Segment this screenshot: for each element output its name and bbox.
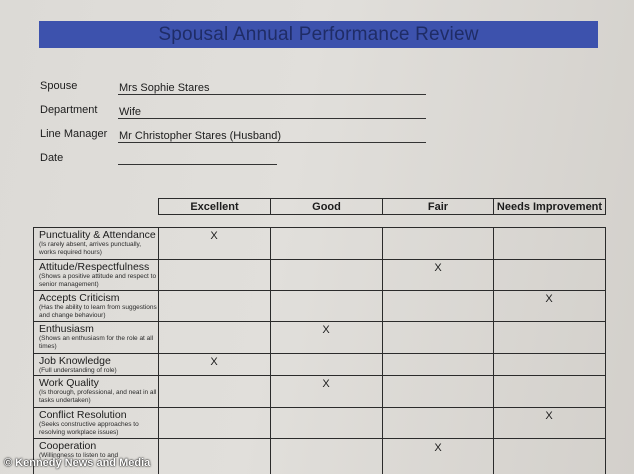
title-banner [39,21,598,48]
field-line-department [118,118,426,119]
field-value-department: Wife [119,106,141,118]
field-label-department: Department [40,104,98,116]
row-label-attitude [39,261,157,289]
rating-mark: X [545,293,553,305]
field-line-date [118,164,277,165]
rating-mark: X [210,356,218,368]
row-label-accepts-criticism [39,292,157,320]
field-line-spouse [118,94,426,95]
row-title: Work Quality [39,377,99,389]
row-desc: (Is rarely absent, arrives punctually, works required hours) [39,241,142,256]
field-value-line-manager: Mr Christopher Stares (Husband) [119,130,282,142]
row-desc: (Shows a positive attitude and respect to senior management) [39,273,157,288]
row-title: Enthusiasm [39,323,94,335]
row-desc: (Full understanding of role) [39,367,117,374]
rating-mark: X [322,378,330,390]
field-value-spouse: Mrs Sophie Stares [119,82,210,94]
row-desc: (Seeks constructive approaches to resolving workplace issues) [39,421,139,436]
row-label-conflict-resolution [39,409,157,437]
row-title: Accepts Criticism [39,292,120,304]
row-desc: (Has the ability to learn from suggestions and change behaviour) [39,304,157,319]
row-title: Conflict Resolution [39,409,127,421]
rating-mark: X [545,410,553,422]
field-line-line-manager [118,142,426,143]
row-desc: (Shows an enthusiasm for the role at all times) [39,335,154,350]
column-header-excellent: Excellent [190,200,239,213]
form-title: Spousal Annual Performance Review [158,23,479,45]
copyright-watermark: © Kennedy News and Media [4,457,151,469]
column-header-needs-improvement: Needs Improvement [496,200,603,213]
rating-mark: X [322,324,330,336]
row-title: Cooperation [39,440,97,452]
field-label-line-manager: Line Manager [40,128,108,140]
column-header-fair: Fair [427,200,449,213]
row-desc: (Willingness to listen to and [39,452,119,459]
rating-mark: X [434,442,442,454]
field-label-spouse: Spouse [40,80,78,92]
row-label-punctuality [39,229,157,257]
rating-mark: X [434,262,442,274]
column-header-good: Good [312,200,341,213]
row-title: Attitude/Respectfulness [39,261,150,273]
rating-mark: X [210,230,218,242]
row-label-job-knowledge [39,355,157,375]
row-title: Job Knowledge [39,355,111,367]
row-title: Punctuality & Attendance [39,229,156,241]
row-label-enthusiasm [39,323,157,351]
row-desc: (Is thorough, professional, and neat in all tasks undertaken) [39,389,157,404]
field-label-date: Date [40,152,64,164]
row-label-work-quality [39,377,157,405]
